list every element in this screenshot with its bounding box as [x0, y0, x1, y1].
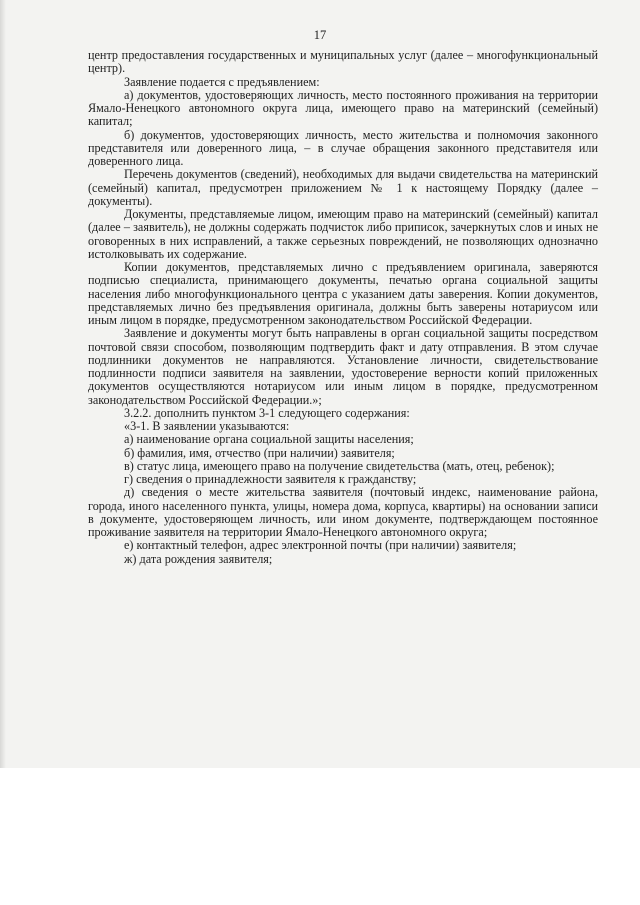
- paragraph: Заявление и документы могут быть направлены в орган социальной защиты посредством почтовой связи способом, позволяющим подтвердить факт и дату отправления. В этом случае подлинники документов не направляются. Установление личности, свидетельствование подлинности подписи заявителя на заявлении, удостоверение верности копий приложенных документов осуществляются нотариусом или иным лицом в порядке, предусмотренном законодательством Российской Федерации.»;: [88, 326, 598, 407]
- page-number: 17: [313, 28, 327, 42]
- list-item-paragraph: в) статус лица, имеющего право на получение свидетельства (мать, отец, ребенок);: [124, 458, 555, 473]
- list-item-paragraph: ж) дата рождения заявителя;: [124, 551, 273, 566]
- list-item-paragraph: б) фамилия, имя, отчество (при наличии) заявителя;: [124, 445, 395, 460]
- list-item-paragraph: е) контактный телефон, адрес электронной почты (при наличии) заявителя;: [124, 538, 517, 553]
- paragraph: Перечень документов (сведений), необходимых для выдачи свидетельства на материнский (семейный) капитал, предусмотрен приложением № 1 к настоящему Порядку (далее – документы).: [88, 167, 598, 208]
- document-body: [88, 49, 598, 566]
- paragraph: Копии документов, представляемых лично с предъявлением оригинала, заверяются подписью специалиста, принимающего документы, печатью органа социальной защиты населения либо многофункционального центра с указанием даты заверения. Копии документов, представляемых лично без предъявления оригинала, должны быть заверены нотариусом или иным лицом в порядке, предусмотренном законодательством Российской Федерации.: [88, 260, 598, 327]
- list-item-paragraph: г) сведения о принадлежности заявителя к гражданству;: [124, 472, 417, 486]
- page-edge-shadow: [0, 0, 6, 768]
- paragraph: Заявление подается с предъявлением:: [124, 74, 320, 89]
- list-item-paragraph: б) документов, удостоверяющих личность, место жительства и полномочия законного представителя или доверенного лица, – в случае обращения законного представителя или доверенного лица.: [88, 127, 598, 168]
- paragraph: 3.2.2. дополнить пунктом 3-1 следующего содержания:: [124, 405, 410, 420]
- paragraph: Документы, представляемые лицом, имеющим право на материнский (семейный) капитал (далее – заявитель), не должны содержать подчисток либо приписок, зачеркнутых слов и иных не оговоренных в них исправлений, а также серьезных повреждений, не позволяющих однозначно истолковывать их содержание.: [88, 207, 598, 261]
- list-item-paragraph: д) сведения о месте жительства заявителя (почтовый индекс, наименование района, города, иного населенного пункта, улицы, номера дома, корпуса, квартиры) на основании записи в документе, удостоверяющем личность, или ином документе, подтверждающем постоянное проживание заявителя на территории Ямало-Ненецкого автономного округа;: [88, 485, 598, 539]
- list-item-paragraph: а) документов, удостоверяющих личность, место постоянного проживания на территории Ямало-Ненецкого автономного округа лица, имеющего право на материнский (семейный) капитал;: [88, 87, 598, 129]
- paragraph: «3-1. В заявлении указываются:: [124, 419, 290, 433]
- list-item-paragraph: а) наименование органа социальной защиты населения;: [124, 432, 414, 447]
- paragraph: центр предоставления государственных и муниципальных услуг (далее – многофункциональный центр).: [88, 48, 598, 76]
